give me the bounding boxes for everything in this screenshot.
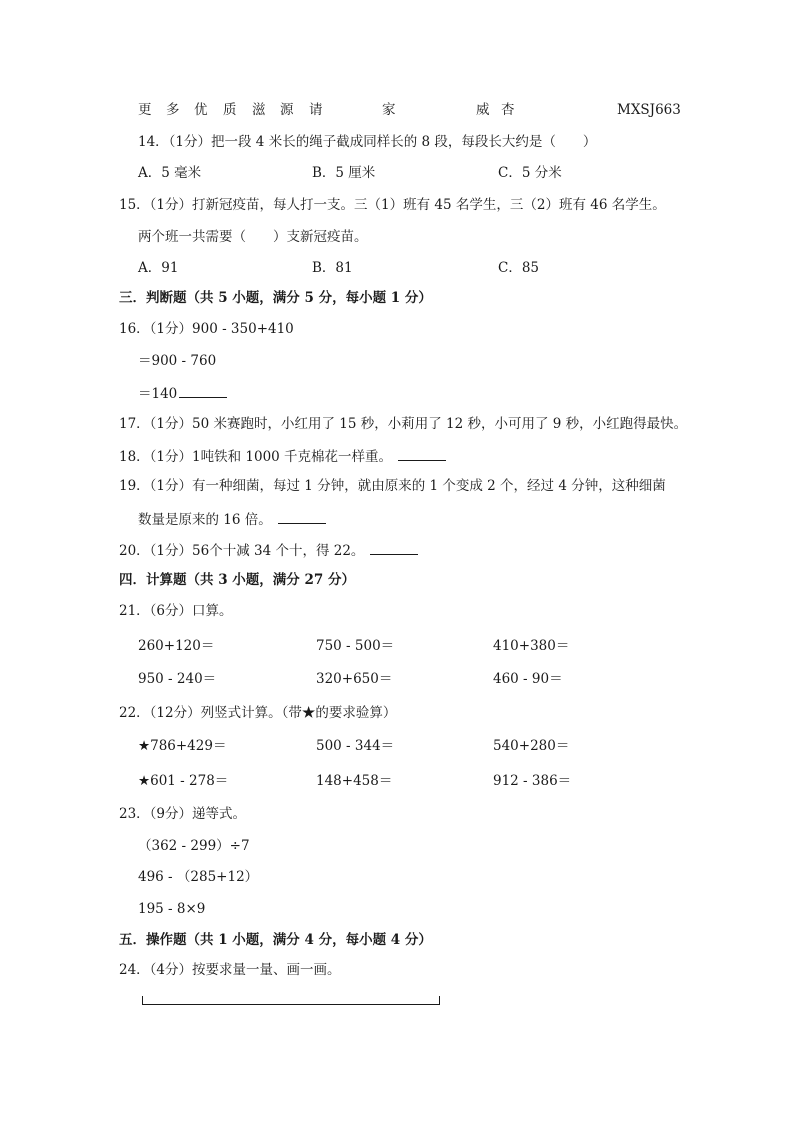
q14-option-c: C．5 分米 — [498, 165, 562, 181]
question-19-line2: 数量是原来的 16 倍。 — [138, 512, 272, 528]
calc-item: ★601 - 278＝ — [138, 773, 229, 789]
header-line — [0, 104, 794, 120]
section-5-title: 五．操作题（共 1 小题，满分 4 分，每小题 4 分） — [119, 932, 432, 948]
question-24: 24．（4分）按要求量一量、画一画。 — [119, 962, 341, 978]
calc-item: 260+120＝ — [138, 638, 215, 654]
question-16: 16．（1分）900 - 350+410 — [119, 321, 294, 337]
header-char: 源 — [280, 102, 294, 118]
header-char: 优 — [194, 102, 208, 118]
calc-item: 912 - 386＝ — [493, 773, 572, 789]
answer-blank[interactable] — [398, 449, 446, 461]
line-segment — [142, 996, 440, 1005]
header-char: 家 — [382, 102, 396, 118]
question-15: 15．（1分）打新冠疫苗，每人打一支。三（1）班有 45 名学生，三（2）班有 46 名学生。 — [119, 197, 666, 213]
question-20-row — [119, 543, 418, 559]
answer-blank[interactable] — [179, 386, 227, 398]
header-char: 质 — [223, 102, 237, 118]
answer-blank[interactable] — [278, 512, 326, 524]
calc-item: 500 - 344＝ — [316, 738, 395, 754]
question-15-line2: 两个班一共需要（ ）支新冠疫苗。 — [138, 229, 368, 245]
q15-option-a: A．91 — [138, 260, 179, 276]
q15-option-b: B．81 — [312, 260, 353, 276]
question-16-result: ＝140 — [138, 386, 178, 402]
header-char: 杏 — [501, 102, 515, 118]
calc-item: 410+380＝ — [493, 638, 570, 654]
section-3-title: 三．判断题（共 5 小题，满分 5 分，每小题 1 分） — [119, 290, 432, 306]
header-char: 更 — [138, 102, 152, 118]
question-19-line2-row — [138, 512, 326, 528]
q14-option-a: A．5 毫米 — [138, 165, 202, 181]
calc-item: 540+280＝ — [493, 738, 570, 754]
q14-option-b: B．5 厘米 — [312, 165, 376, 181]
question-22: 22．（12分）列竖式计算。（带★的要求验算） — [119, 705, 397, 721]
question-23: 23．（9分）递等式。 — [119, 806, 247, 822]
calc-item: 750 - 500＝ — [316, 638, 395, 654]
calc-item: ★786+429＝ — [138, 738, 227, 754]
header-char: 滋 — [252, 102, 266, 118]
calc-item: 320+650＝ — [316, 671, 393, 687]
question-18: 18．（1分）1吨铁和 1000 千克棉花一样重。 — [119, 449, 393, 465]
question-18-row — [119, 449, 446, 465]
question-16-step1: ＝900 - 760 — [138, 353, 217, 369]
question-17: 17．（1分）50 米赛跑时，小红用了 15 秒，小莉用了 12 秒，小可用了 9 秒，小红跑得最快。 — [119, 416, 688, 432]
question-21: 21．（6分）口算。 — [119, 603, 233, 619]
header-char: 多 — [166, 102, 180, 118]
section-4-title: 四．计算题（共 3 小题，满分 27 分） — [119, 572, 355, 588]
question-14: 14．（1分）把一段 4 米长的绳子截成同样长的 8 段，每段长大约是（ ） — [138, 134, 597, 150]
question-19: 19．（1分）有一种细菌，每过 1 分钟，就由原来的 1 个变成 2 个，经过 4 分钟，这种细菌 — [119, 478, 666, 494]
expression-item: 496 - （285+12） — [138, 869, 259, 885]
expression-item: （362 - 299）÷7 — [138, 838, 250, 854]
calc-item: 460 - 90＝ — [493, 671, 563, 687]
header-char: 请 — [309, 102, 323, 118]
question-16-step2 — [138, 386, 227, 402]
calc-item: 148+458＝ — [316, 773, 393, 789]
q15-option-c: C．85 — [498, 260, 540, 276]
header-code: MXSJ663 — [617, 102, 681, 118]
answer-blank[interactable] — [370, 543, 418, 555]
question-20: 20．（1分）56个十减 34 个十，得 22。 — [119, 543, 365, 559]
calc-item: 950 - 240＝ — [138, 671, 217, 687]
expression-item: 195 - 8×9 — [138, 901, 206, 917]
header-char: 威 — [476, 102, 490, 118]
